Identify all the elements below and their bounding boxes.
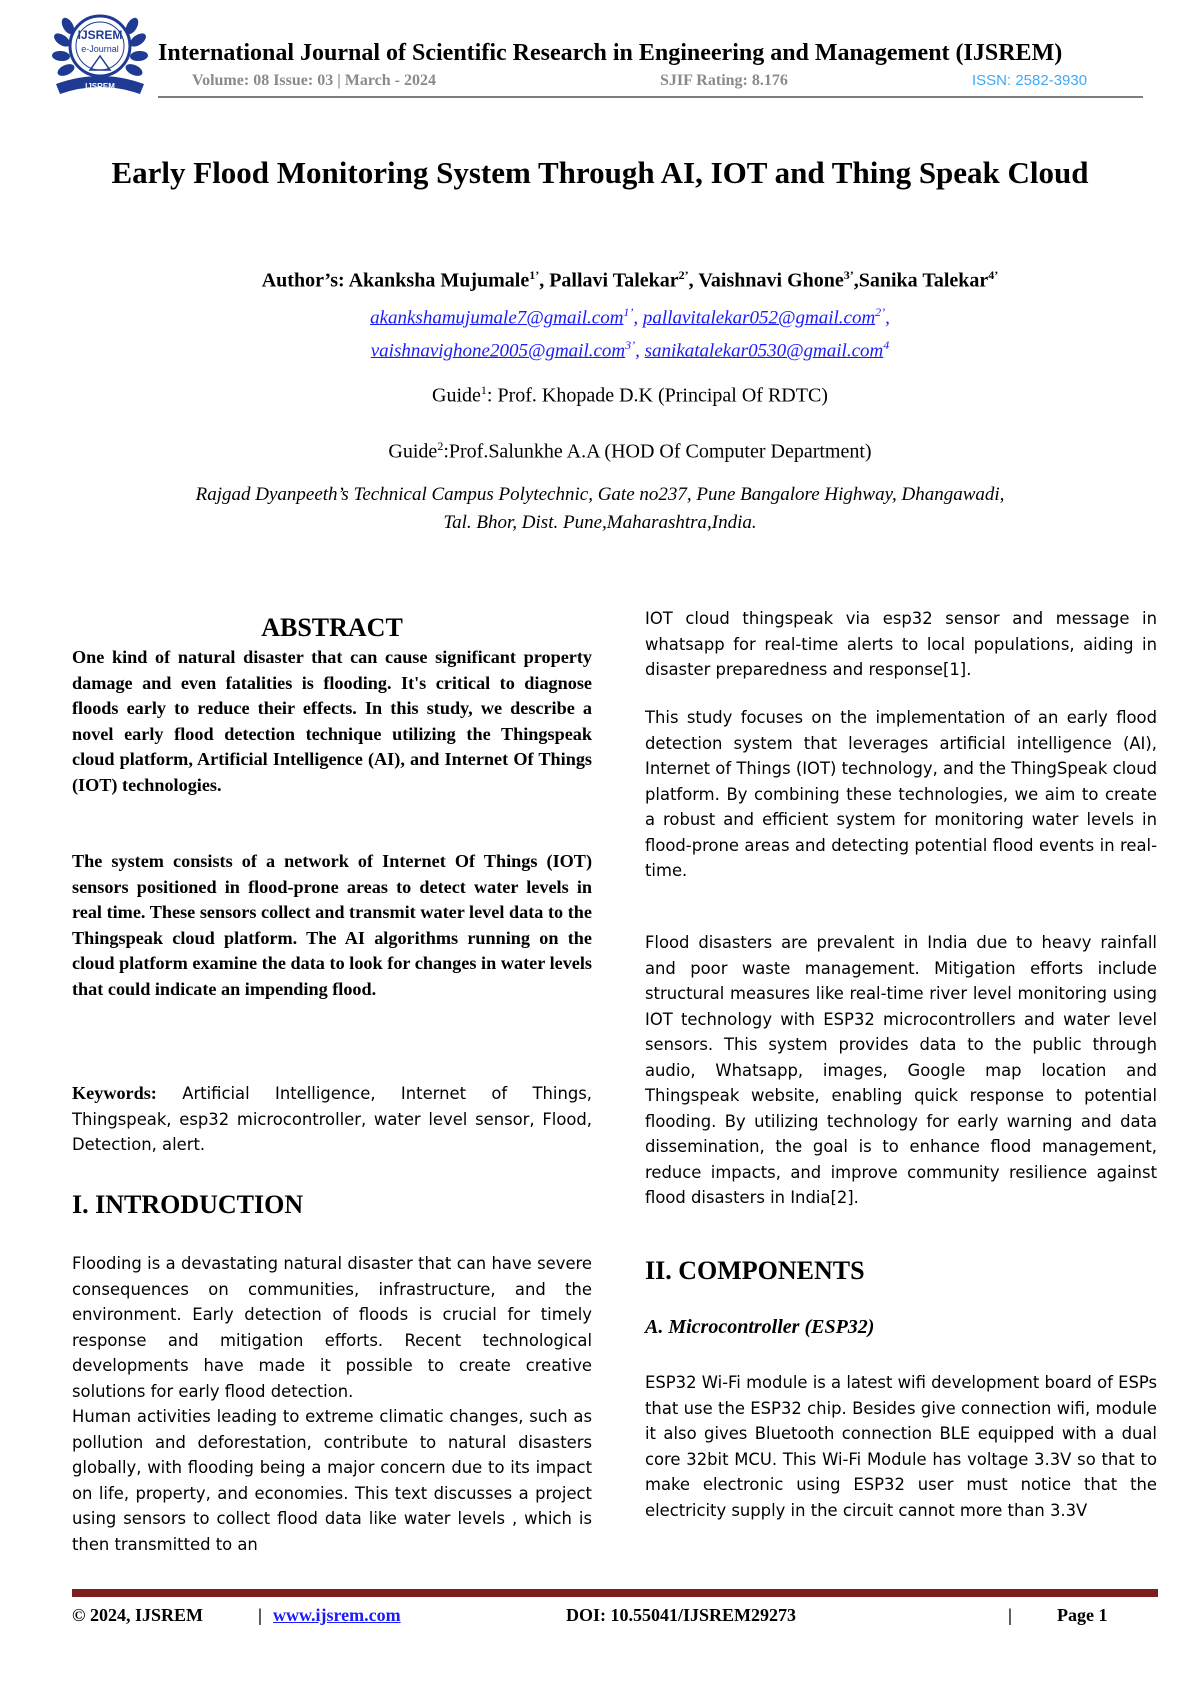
footer-divider (72, 1589, 1158, 1597)
footer-doi: DOI: 10.55041/IJSREM29273 (566, 1605, 797, 1625)
logo-text-mid: e-Journal (81, 44, 119, 54)
ijsrem-logo (46, 6, 154, 98)
email-sup: 2’ (875, 305, 886, 319)
author-list: Author’s: Akanksha Mujumale$^{1’}$, Pallavi Talekar$^{2’}$, Vaishnavi Ghone$^{3’}$,Sanika Talekar$^{4’}$ (261, 268, 999, 292)
paper-title: Early Flood Monitoring System Through AI, IOT and Thing Speak Cloud (111, 155, 1089, 190)
website-link[interactable]: www.ijsrem.com (273, 1605, 401, 1625)
abstract-heading: ABSTRACT (261, 613, 403, 642)
keywords-text: Artificial Intelligence, Internet of Things, Thingspeak, esp32 microcontroller, water level sensor, Flood, Detection, alert. (72, 1084, 592, 1154)
footer-page-number: Page 1 (1057, 1605, 1108, 1625)
author-sup: 2’ (678, 268, 689, 282)
affiliation-line-1: Rajgad Dyanpeeth’s Technical Campus Polytechnic, Gate no237, Pune Bangalore Highway, Dhangawadi, (195, 484, 1005, 505)
body-text: ESP32 Wi-Fi module is a latest wifi development board of ESPs that use the ESP32 chip. Besides give connection wifi, module it also gives Bluetooth connection BLE equipped with a dual core 32bit MCU. This Wi-Fi Module has voltage 3.3V so that to make electronic using ESP32 user must notice that the electricity supply in the circuit cannot more than 3.3V (645, 1373, 1157, 1520)
logo-text-bottom: IJSREM (85, 82, 115, 91)
right-paragraph-1 (645, 606, 1157, 683)
author-name: Sanika Talekar (858, 269, 989, 292)
guide-label: Guide (388, 440, 438, 463)
author-email-link[interactable]: vaishnavighone2005@gmail.com (370, 340, 626, 362)
footer-separator: | (1008, 1605, 1012, 1625)
esp32-subheading: A. Microcontroller (ESP32) (645, 1316, 875, 1338)
journal-title: International Journal of Scientific Research in Engineering and Management (IJSREM) (158, 40, 1063, 66)
guide-1 (160, 383, 1100, 408)
email-sup: 3’ (625, 338, 636, 352)
keywords-block (72, 1081, 592, 1158)
author-email-link[interactable]: pallavitalekar052@gmail.com (642, 307, 876, 329)
author-email-link[interactable]: sanikatalekar0530@gmail.com (644, 340, 884, 362)
intro-text: Human activities leading to extreme climatic changes, such as pollution and deforestation, contribute to natural disasters globally, with flooding being a major concern due to its impact on life, property, and economies. This text discusses a project using sensors to collect flood data like water levels , which is then transmitted to an (72, 1407, 592, 1554)
guide-sup: 2 (437, 439, 444, 453)
introduction-heading: I. INTRODUCTION (72, 1190, 304, 1219)
right-paragraph-2 (645, 705, 1157, 884)
guide-text: : Prof. Khopade D.K (Principal Of RDTC) (486, 384, 828, 407)
introduction-paragraph-2 (72, 1404, 592, 1557)
author-sup: 1’ (529, 268, 540, 282)
footer-copyright: © 2024, IJSREM (72, 1605, 203, 1625)
intro-text: Flooding is a devastating natural disaster that can have severe consequences on communities, infrastructure, and the environment. Early detection of floods is crucial for timely response and mitigation efforts. Recent technological developments have made it possible to create creative solutions for early flood detection. (72, 1254, 592, 1401)
guide-2 (160, 439, 1100, 464)
email-line-2: vaishnavighone2005@gmail.com$^{3’}$, sanikatalekar0530@gmail.com$^4$ (370, 338, 890, 362)
abstract-paragraph-1 (72, 645, 592, 798)
body-text: Flood disasters are prevalent in India due to heavy rainfall and poor waste management. Mitigation efforts include structural measures like real-time river level monitoring using IOT technology with ESP32 microcontrollers and water level sensors. This system provides data to the public through audio, Whatsapp, images, Google map location and Thingspeak website, enabling quick response to potential flooding. By utilizing technology for early warning and data dissemination, the goal is to enhance flood management, reduce impacts, and improve community resilience against flood disasters in India[2]. (645, 933, 1157, 1207)
body-text: IOT cloud thingspeak via esp32 sensor and message in whatsapp for real-time alerts to local populations, aiding in disaster preparedness and response[1]. (645, 609, 1157, 679)
esp32-paragraph (645, 1370, 1157, 1523)
header-divider (158, 96, 1143, 98)
email-line-1: akankshamujumale7@gmail.com$^{1’}$, pallavitalekar052@gmail.com$^{2’}$, (370, 305, 890, 329)
guide-text: :Prof.Salunkhe A.A (HOD Of Computer Department) (443, 440, 872, 463)
components-heading: II. COMPONENTS (645, 1256, 865, 1285)
body-text: This study focuses on the implementation of an early flood detection system that leverages artificial intelligence (AI), Internet of Things (IOT) technology, and the ThingSpeak cloud platform. By combining these technologies, we aim to create a robust and efficient system for monitoring water levels in flood-prone areas and detecting potential flood events in real-time. (645, 708, 1157, 880)
abstract-text: The system consists of a network of Internet Of Things (IOT) sensors positioned in flood-prone areas to detect water levels in real time. These sensors collect and transmit water level data to the Thingspeak cloud platform. The AI algorithms running on the cloud platform examine the data to look for changes in water levels that could indicate an impending flood. (72, 851, 592, 999)
logo-text-top: IJSREM (77, 28, 123, 42)
keywords-label: Keywords: (72, 1083, 157, 1103)
abstract-paragraph-2 (72, 849, 592, 1002)
author-name: Pallavi Talekar (549, 269, 679, 292)
journal-sjif: SJIF Rating: 8.176 (660, 72, 788, 89)
journal-issn: ISSN: 2582-3930 (972, 72, 1088, 89)
right-paragraph-3 (645, 930, 1157, 1211)
author-name: Akanksha Mujumale (348, 269, 530, 292)
author-sup: 4’ (988, 268, 999, 282)
affiliation-line-2: Tal. Bhor, Dist. Pune,Maharashtra,India. (443, 512, 757, 533)
footer-website (273, 1605, 401, 1626)
footer-separator: | (258, 1605, 262, 1625)
abstract-text: One kind of natural disaster that can cause significant property damage and even fatalities is flooding. It's critical to diagnose floods early to reduce their effects. In this study, we describe a novel early flood detection technique utilizing the Thingspeak cloud platform, Artificial Intelligence (AI), and Internet Of Things (IOT) technologies. (72, 647, 592, 795)
authors-label: Author’s: (261, 269, 345, 292)
introduction-paragraph-1 (72, 1251, 592, 1404)
author-sup: 3’ (843, 268, 854, 282)
journal-volume: Volume: 08 Issue: 03 | March - 2024 (192, 72, 436, 89)
email-sup: 4 (883, 338, 890, 352)
author-name: Vaishnavi Ghone (698, 269, 844, 292)
email-sup: 1’ (623, 305, 634, 319)
author-email-link[interactable]: akankshamujumale7@gmail.com (370, 307, 624, 329)
guide-sup: 1 (480, 383, 487, 397)
guide-label: Guide (432, 384, 481, 407)
